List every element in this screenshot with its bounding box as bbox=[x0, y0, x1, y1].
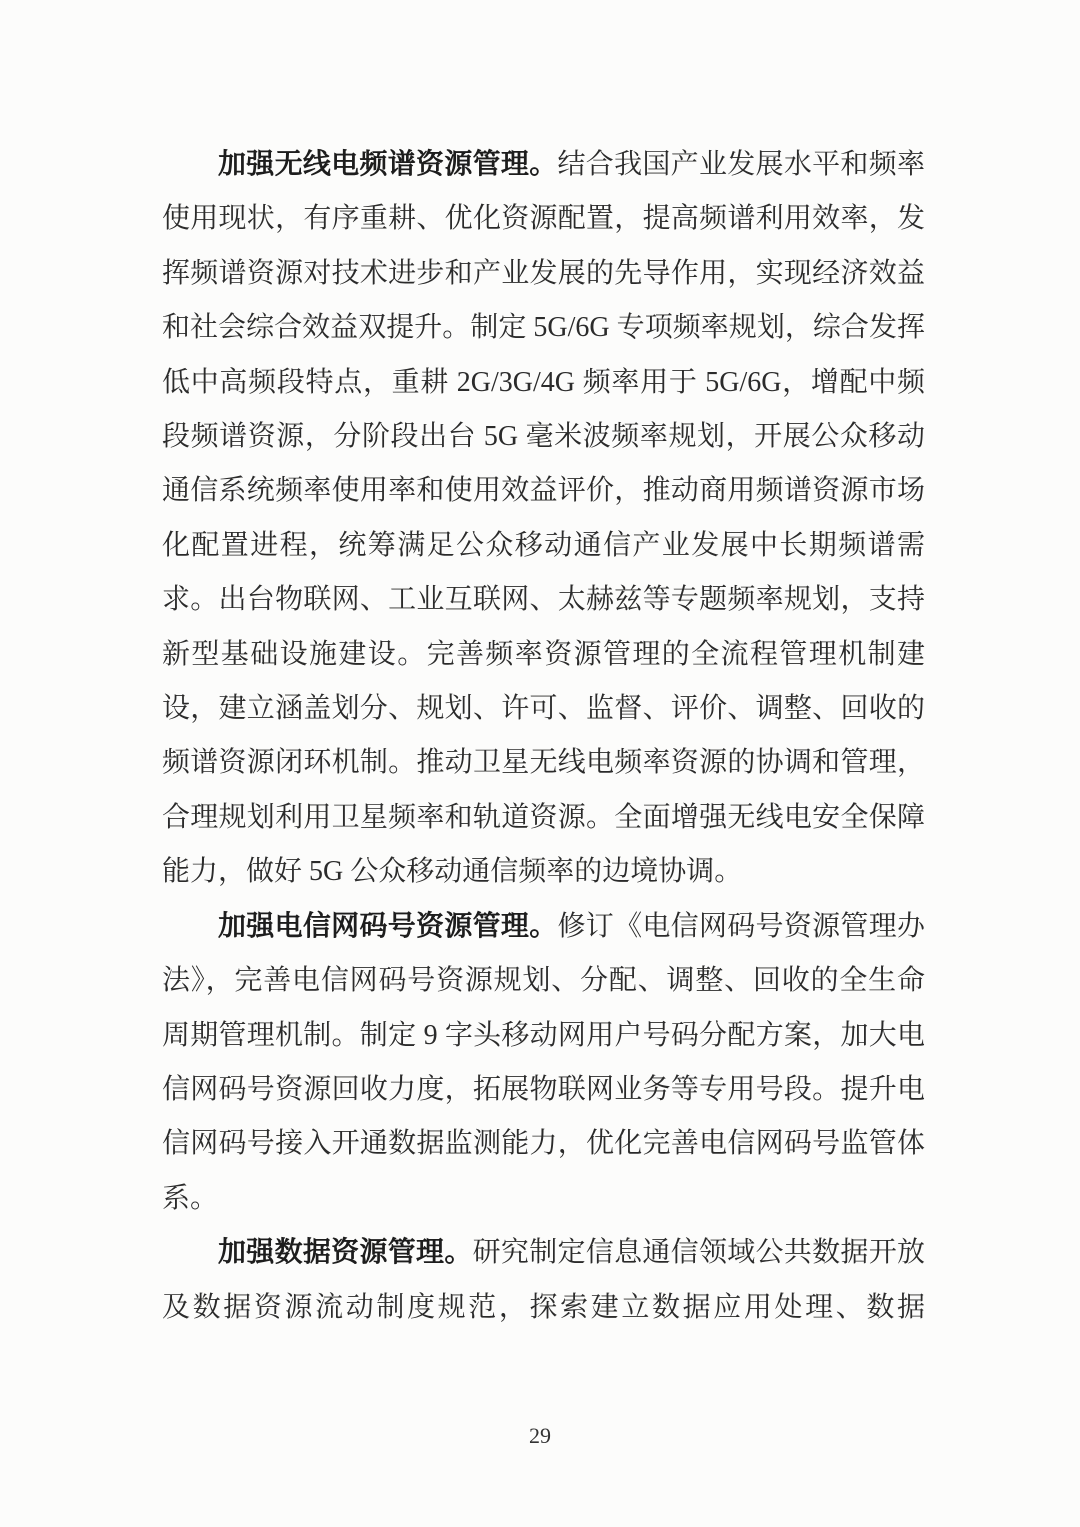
paragraph-data-body: 研究制定信息通信领域公共数据开放及数据资源流动制度规范，探索建立数据应用处理、数据 bbox=[162, 1237, 925, 1323]
paragraph-spectrum-body: 结合我国产业发展水平和频率使用现状，有序重耕、优化资源配置，提高频谱利用效率，发挥频谱资源对技术进步和产业发展的先导作用，实现经济效益和社会综合效益双提升。制定 5G/6G 专项频率规划，综合发挥低中高频段特点，重耕 2G/3G/4G 频率用于 5G/6G，增配中频段频谱资源，分阶段出台 5G 毫米波频率规划，开展公众移动通信系统频率使用率和使用效益评价，推动商用频谱资源市场化配置进程，统筹满足公众移动通信产业发展中长期频谱需求。出台物联网、工业互联网、太赫兹等专题频率规划，支持新型基础设施建设。完善频率资源管理的全流程管理机制建设，建立涵盖划分、规划、许可、监督、评价、调整、回收的频谱资源闭环机制。推动卫星无线电频率资源的协调和管理，合理规划利用卫星频率和轨道资源。全面增强无线电安全保障能力，做好 5G 公众移动通信频率的边境协调。 bbox=[162, 149, 925, 888]
paragraph-spectrum-management bbox=[162, 138, 925, 900]
paragraph-numbering-management bbox=[162, 900, 925, 1226]
paragraph-numbering-heading: 加强电信网码号资源管理。 bbox=[218, 910, 558, 942]
paragraph-spectrum-heading: 加强无线电频谱资源管理。 bbox=[218, 149, 558, 180]
page-text bbox=[162, 138, 925, 1335]
page-number: 29 bbox=[529, 1423, 551, 1448]
paragraph-data-heading: 加强数据资源管理。 bbox=[218, 1237, 473, 1269]
paragraph-data-management bbox=[162, 1226, 925, 1335]
paragraph-numbering-body: 修订《电信网码号资源管理办法》，完善电信网码号资源规划、分配、调整、回收的全生命周期管理机制。制定 9 字头移动网用户号码分配方案，加大电信网码号资源回收力度，拓展物联网业务等专用号段。提升电信网码号接入开通数据监测能力，优化完善电信网码号监管体系。 bbox=[162, 910, 925, 1214]
